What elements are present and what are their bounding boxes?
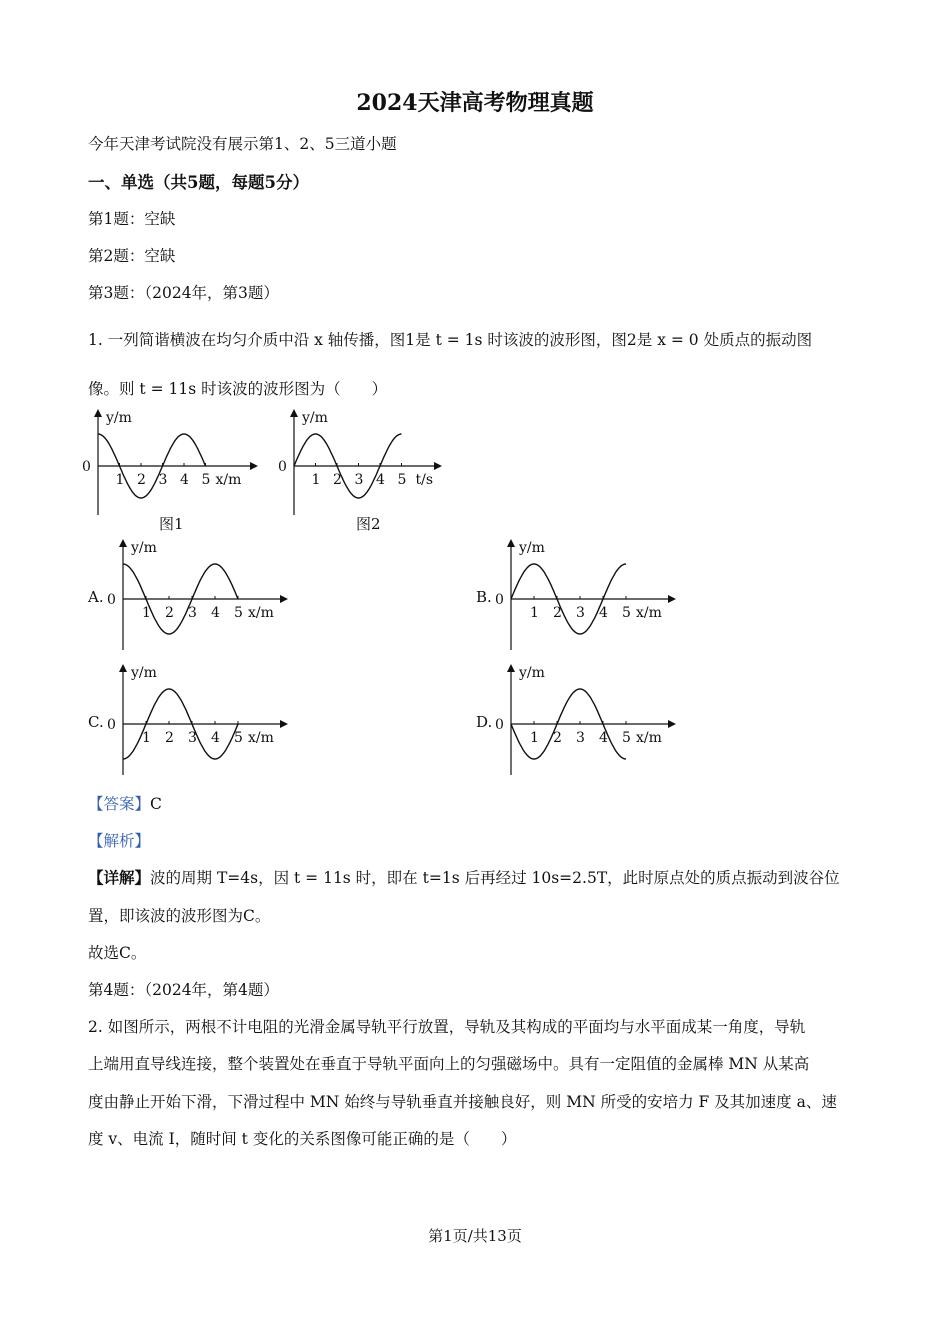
choose-line: 故选C。: [88, 944, 147, 962]
option-d-graph: [493, 660, 693, 782]
x-axis-label: t/s: [415, 472, 434, 488]
q4-text-line1: 2. 如图所示，两根不计电阻的光滑金属导轨平行放置，导轨及其构成的平面均与水平面成某一角度，导轨: [88, 1018, 806, 1036]
origin-label: 0: [82, 459, 91, 475]
y-axis-label: y/m: [519, 540, 545, 556]
origin-label: 0: [107, 592, 116, 608]
origin-label: 0: [278, 459, 287, 475]
q1-slot: 第1题：空缺: [88, 210, 176, 228]
q3-reference: 第3题：（2024年，第3题）: [88, 284, 279, 302]
origin-label: 0: [495, 592, 504, 608]
q4-text-line3: 度由静止开始下滑，下滑过程中 MN 始终与导轨垂直并接触良好，则 MN 所受的安培力 F 及其加速度 a、速: [88, 1093, 837, 1111]
y-axis-label: y/m: [131, 540, 157, 556]
origin-label: 0: [107, 717, 116, 733]
answer-value: C: [150, 795, 162, 813]
q3-text-line2: 像。则 t = 11s 时该波的波形图为（ ）: [88, 380, 388, 398]
tick-label: 2: [165, 730, 174, 746]
tick-label: 4: [211, 605, 220, 621]
tick-label: 3: [576, 730, 585, 746]
x-axis-label: x/m: [248, 605, 274, 621]
tick-label: 2: [333, 472, 342, 488]
option-a-graph: [105, 535, 305, 657]
y-axis-label: y/m: [302, 410, 328, 426]
figure-2-caption: 图2: [356, 515, 381, 533]
q4-text-line2: 上端用直导线连接，整个装置处在垂直于导轨平面向上的匀强磁场中。具有一定阻值的金属棒 MN 从某高: [88, 1055, 810, 1073]
tick-label: 3: [158, 472, 168, 488]
tick-label: 1: [142, 730, 151, 746]
origin-label: 0: [495, 717, 504, 733]
option-b-label: B.: [476, 588, 492, 606]
tick-label: 4: [211, 730, 220, 746]
tick-label: 2: [165, 605, 174, 621]
tick-label: 4: [376, 472, 385, 488]
tick-label: 1: [142, 605, 151, 621]
x-axis-label: x/m: [636, 605, 662, 621]
tick-label: 3: [188, 605, 197, 621]
tick-label: 3: [188, 730, 197, 746]
answer-label: 【答案】: [88, 795, 151, 813]
tick-label: 4: [599, 605, 608, 621]
tick-label: 1: [115, 472, 125, 488]
tick-label: 4: [180, 472, 189, 488]
tick-label: 3: [576, 605, 585, 621]
option-a-label: A.: [88, 588, 104, 606]
tick-label: 1: [530, 730, 539, 746]
answer-line: [88, 792, 162, 814]
page-title: 2024天津高考物理真题: [356, 90, 594, 116]
option-b-graph: [493, 535, 693, 657]
tick-label: 5: [234, 605, 243, 621]
tick-label: 5: [622, 605, 631, 621]
q2-slot: 第2题：空缺: [88, 247, 176, 265]
y-axis-label: y/m: [131, 665, 157, 681]
figure-2-graph: [276, 405, 456, 524]
tick-label: 5: [397, 472, 407, 488]
q4-text-line4: 度 v、电流 I，随时间 t 变化的关系图像可能正确的是（ ）: [88, 1130, 517, 1148]
tick-label: 1: [311, 472, 321, 488]
q4-reference: 第4题：（2024年，第4题）: [88, 981, 279, 999]
option-c-label: C.: [88, 713, 104, 731]
tick-label: 4: [599, 730, 608, 746]
y-axis-label: y/m: [106, 410, 132, 426]
tick-label: 5: [201, 472, 211, 488]
option-c-graph: [105, 660, 305, 782]
page-footer: 第1页/共13页: [428, 1227, 522, 1245]
tick-label: 3: [354, 472, 364, 488]
tick-label: 2: [137, 472, 146, 488]
detail-text-1: 波的周期 T=4s，因 t = 11s 时，即在 t=1s 后再经过 10s=2.5T，此时原点处的质点振动到波谷位: [150, 869, 840, 887]
x-axis-label: x/m: [636, 730, 662, 746]
analysis-label: 【解析】: [88, 832, 151, 850]
tick-label: 2: [553, 605, 562, 621]
detail-line2: 置，即该波的波形图为C。: [88, 907, 271, 925]
tick-label: 1: [530, 605, 539, 621]
detail-line1: [88, 866, 840, 888]
tick-label: 5: [234, 730, 243, 746]
x-axis-label: x/m: [248, 730, 274, 746]
option-d-label: D.: [476, 713, 493, 731]
intro-note: 今年天津考试院没有展示第1、2、5三道小题: [88, 135, 397, 153]
x-axis-label: x/m: [215, 472, 242, 488]
detail-label: 【详解】: [88, 868, 151, 887]
q3-text-line1: 1. 一列简谐横波在均匀介质中沿 x 轴传播，图1是 t = 1s 时该波的波形图，图2是 x = 0 处质点的振动图: [88, 331, 813, 349]
tick-label: 5: [622, 730, 631, 746]
figure-1-graph: [80, 405, 260, 524]
figure-1-caption: 图1: [159, 515, 184, 533]
y-axis-label: y/m: [519, 665, 545, 681]
section-heading: 一、单选（共5题，每题5分）: [88, 173, 309, 192]
tick-label: 2: [553, 730, 562, 746]
